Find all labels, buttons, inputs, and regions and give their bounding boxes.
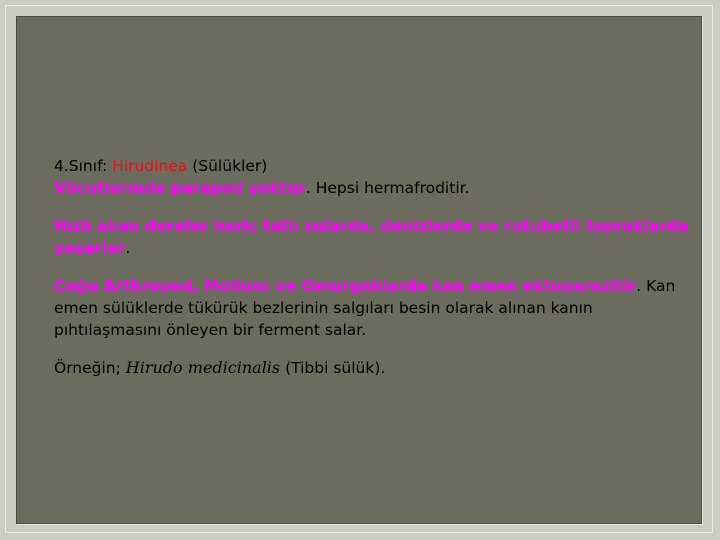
heading-line [54, 155, 704, 177]
parasite-rest: . Kan emen sülüklerde tükürük bezlerinin salgıları besin olarak alınan kanın pıhtılaşmasını önleyen bir ferment salar. [54, 277, 676, 339]
body-highlight: Vücutlarında parapod yoktur [54, 179, 306, 197]
body-rest: . Hepsi hermafroditir. [305, 179, 470, 197]
heading-highlight: Hirudinea [112, 157, 188, 175]
heading-prefix: 4.Sınıf: [54, 157, 113, 175]
example-paragraph [54, 357, 704, 379]
example-species: Hirudo medicinalis [125, 358, 281, 377]
parasite-paragraph [54, 275, 704, 341]
example-suffix: (Tibbi sülük). [280, 359, 386, 377]
habitat-highlight: Hızlı akan dereler hariç tatlı sularda, denizlerde ve rutubetli topraklarda yaşarlar [54, 217, 689, 257]
heading-suffix: (Sülükler) [187, 157, 268, 175]
parasite-highlight: Çoğu Arthropod, Mollusc ve Omurgalılarda kan emen ektoparazitir [54, 277, 637, 295]
example-prefix: Örneğin; [54, 359, 126, 377]
slide-content [54, 155, 704, 395]
habitat-rest: . [125, 239, 131, 257]
body-line [54, 177, 704, 199]
habitat-paragraph [54, 215, 704, 259]
